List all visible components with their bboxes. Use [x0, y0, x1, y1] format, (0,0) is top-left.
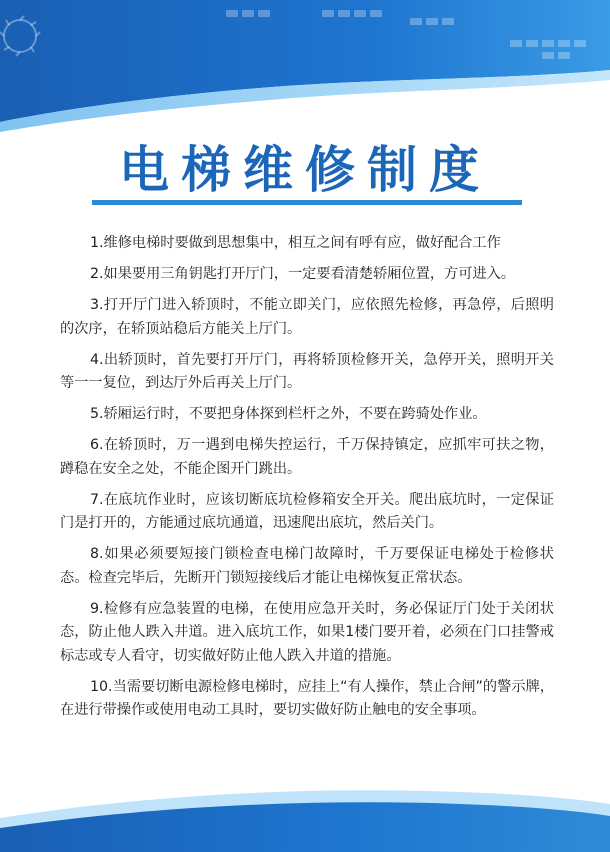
- title-underline: [92, 200, 522, 205]
- rule-item: 3.打开厅门进入轿顶时，不能立即关门，应依照先检修，再急停，后照明的次序，在轿顶站稳后方能关上厅门。: [60, 297, 554, 337]
- rule-item: 2.如果要用三角钥匙打开厅门，一定要看清楚轿厢位置，方可进入。: [90, 266, 515, 282]
- rule-item: 9.检修有应急装置的电梯，在使用应急开关时，务必保证厅门处于关闭状态，防止他人跌入井道。进入底坑工作，如果1楼门要开着，必须在门口挂警戒标志或专人看守，切实做好防止他人跌入井道的措施。: [60, 600, 554, 664]
- rule-item: 10.当需要切断电源检修电梯时，应挂上“有人操作，禁止合闸”的警示牌，在进行带操作或使用电动工具时，要切实做好防止触电的安全事项。: [60, 678, 554, 718]
- bottom-wave-banner: [0, 772, 610, 852]
- rule-item: 4.出轿顶时，首先要打开厅门，再将轿顶检修开关，急停开关，照明开关等一一复位，到达厅外后再关上厅门。: [60, 351, 554, 391]
- rule-item: 8.如果必须要短接门锁检查电梯门故障时，千万要保证电梯处于检修状态。检查完毕后，先断开门锁短接线后才能让电梯恢复正常状态。: [60, 546, 554, 586]
- page-title: 电梯维修制度: [119, 141, 491, 199]
- rule-item: 5.轿厢运行时，不要把身体探到栏杆之外，不要在跨骑处作业。: [90, 406, 487, 422]
- top-wave-banner: [0, 0, 610, 140]
- rule-item: 6.在轿顶时，万一遇到电梯失控运行，千万保持镇定，应抓牢可扶之物，蹲稳在安全之处，不能企图开门跳出。: [60, 437, 554, 477]
- rule-item: 7.在底坑作业时，应该切断底坑检修箱安全开关。爬出底坑时，一定保证门是打开的，方能通过底坑通道，迅速爬出底坑，然后关门。: [60, 491, 554, 531]
- rules-list: [60, 232, 554, 730]
- rule-item: 1.维修电梯时要做到思想集中，相互之间有呼有应，做好配合工作: [90, 235, 501, 251]
